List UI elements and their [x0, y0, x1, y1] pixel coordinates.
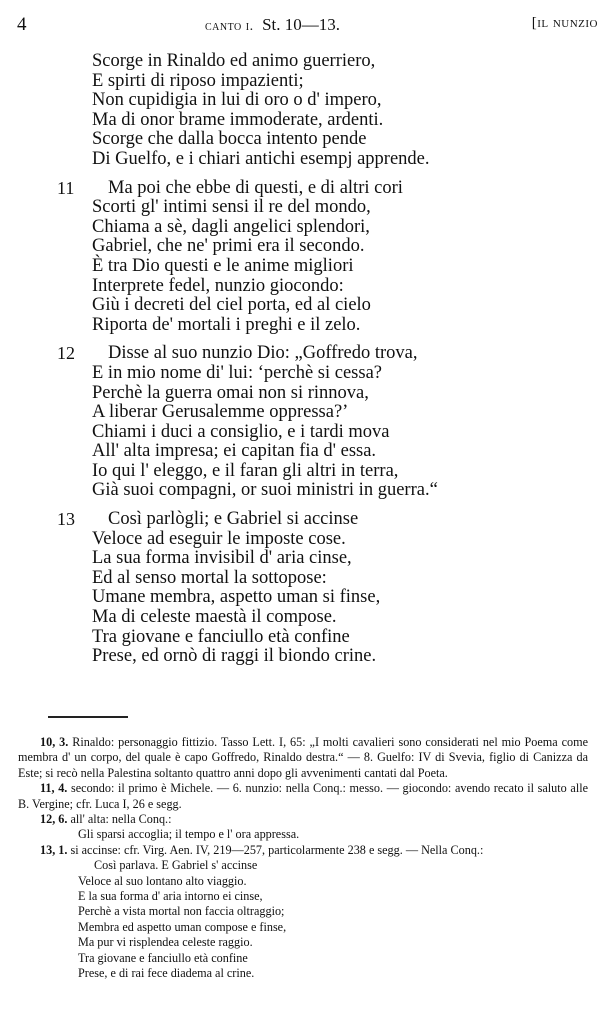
stanza-number: 12 — [57, 343, 75, 364]
footnote-text: Rinaldo: personaggio fittizio. Tasso Lett. I, 65: „I molti cavalieri sono considerati nel mio Poema come membra d' un corpo, del quale è capo Goffredo, Rinaldo destra.“ — 8. Guelfo: IV di Svevia, figlio di Canizza da Este; si recò nella Palestina soltanto quattro anni dopo gli avvenimenti cantati dal Poeta. — [18, 735, 589, 780]
verse-line: E in mio nome di' lui: ‘perchè si cessa? — [92, 362, 383, 383]
verse-line: La sua forma invisibil d' aria cinse, — [92, 548, 352, 569]
verse-line: Gabriel, che ne' primi era il secondo. — [92, 236, 365, 257]
verse-line: Interprete fedel, nunzio giocondo: — [92, 275, 344, 296]
verse-line: Disse al suo nunzio Dio: „Goffredo trova, — [108, 343, 418, 364]
running-header — [0, 0, 604, 40]
canto-heading — [205, 15, 340, 35]
footnote-text: secondo: il primo è Michele. — 6. nunzio: nella Conq.: messo. — giocondo: avendo recato il saluto alle B. Vergine; cfr. Luca I, 26 e segg. — [18, 781, 589, 811]
quoted-line: Prese, e di rai fece diadema al crine. — [78, 966, 255, 981]
footnote-12-quote — [18, 827, 588, 842]
quoted-line: Membra ed aspetto uman compose e finse, — [78, 919, 287, 934]
footnote-ref: 13, 1. — [40, 842, 68, 857]
stanza-number: 11 — [57, 177, 75, 198]
running-title: [il nunzio — [531, 15, 598, 31]
verse-line: Ma poi che ebbe di questi, e di altri cori — [108, 177, 403, 198]
stanza-number: 13 — [57, 509, 75, 530]
verse-line: A liberar Gerusalemme oppressa?’ — [92, 402, 349, 423]
verse-line: All' alta impresa; ei capitan fia d' essa. — [92, 441, 377, 462]
footnote-12 — [18, 812, 588, 827]
footnote-text: all' alta: nella Conq.: — [70, 812, 172, 827]
verse-line: Umane membra, aspetto uman si finse, — [92, 587, 381, 608]
quoted-line: Ma pur vi risplendea celeste raggio. — [78, 935, 253, 950]
verse-line: Scorti gl' intimi sensi il re del mondo, — [92, 197, 371, 218]
verse-line: E spirti di riposo impazienti; — [92, 70, 304, 91]
footnote-ref: 10, 3. — [40, 735, 69, 749]
verse-line: Scorge in Rinaldo ed animo guerriero, — [92, 51, 376, 71]
verse-line: Veloce ad eseguir le imposte cose. — [92, 528, 346, 549]
footnote-text: si accinse: cfr. Virg. Aen. IV, 219—257, particolarmente 238 e segg. — Nella Conq.: — [70, 842, 484, 857]
verse-line: Chiama a sè, dagli angelici splendori, — [92, 216, 370, 237]
quoted-line: E la sua forma d' aria intorno ei cinse, — [78, 889, 263, 904]
stanza-range: St. 10—13. — [262, 15, 341, 34]
quoted-line: Perchè a vista mortal non faccia oltraggio; — [78, 904, 285, 919]
poem-text — [0, 52, 604, 676]
verse-line: Non cupidigia in lui di oro o d' impero, — [92, 90, 382, 111]
verse-line: Perchè la guerra omai non si rinnova, — [92, 382, 369, 403]
footnote-divider — [48, 716, 128, 718]
quoted-line: Gli sparsi accoglia; il tempo e l' ora appressa. — [78, 827, 300, 842]
stanza-11 — [0, 179, 604, 336]
footnote-ref: 12, 6. — [40, 812, 68, 827]
verse-line: Io qui l' eleggo, e il faran gli altri in terra, — [92, 460, 399, 481]
quoted-line: Tra giovane e fanciullo età confine — [78, 950, 248, 965]
stanza-10-continued — [0, 52, 604, 170]
verse-line: Chiami i duci a consiglio, e i tardi mova — [92, 421, 390, 442]
verse-line: Riporta de' mortali i preghi e il zelo. — [92, 314, 361, 335]
footnote-13-quote — [18, 858, 588, 981]
verse-line: Di Guelfo, e i chiari antichi esempj apprende. — [92, 148, 430, 169]
footnote-10 — [18, 735, 588, 781]
canto-label: canto i. — [205, 19, 254, 34]
quoted-line: Veloce al suo lontano alto viaggio. — [78, 873, 247, 888]
footnote-13 — [18, 843, 588, 858]
verse-line: Ma di onor brame immoderate, ardenti. — [92, 109, 384, 130]
verse-line: Prese, ed ornò di raggi il biondo crine. — [92, 646, 377, 667]
page-number: 4 — [17, 14, 27, 35]
quoted-line: Così parlava. E Gabriel s' accinse — [94, 858, 258, 873]
verse-line: Giù i decreti del ciel porta, ed al cielo — [92, 295, 371, 316]
footnotes — [18, 735, 588, 982]
verse-line: Così parlògli; e Gabriel si accinse — [108, 509, 359, 530]
verse-line: Ed al senso mortal la sottopose: — [92, 567, 327, 588]
verse-line: Scorge che dalla bocca intento pende — [92, 129, 367, 150]
stanza-13 — [0, 510, 604, 667]
verse-line: Ma di celeste maestà il compose. — [92, 607, 337, 628]
footnote-ref: 11, 4. — [40, 781, 68, 796]
stanza-12 — [0, 344, 604, 501]
verse-line: Tra giovane e fanciullo età confine — [92, 626, 350, 647]
verse-line: È tra Dio questi e le anime migliori — [92, 255, 354, 276]
footnote-11 — [18, 781, 588, 812]
verse-line: Già suoi compagni, or suoi ministri in guerra.“ — [92, 480, 438, 501]
